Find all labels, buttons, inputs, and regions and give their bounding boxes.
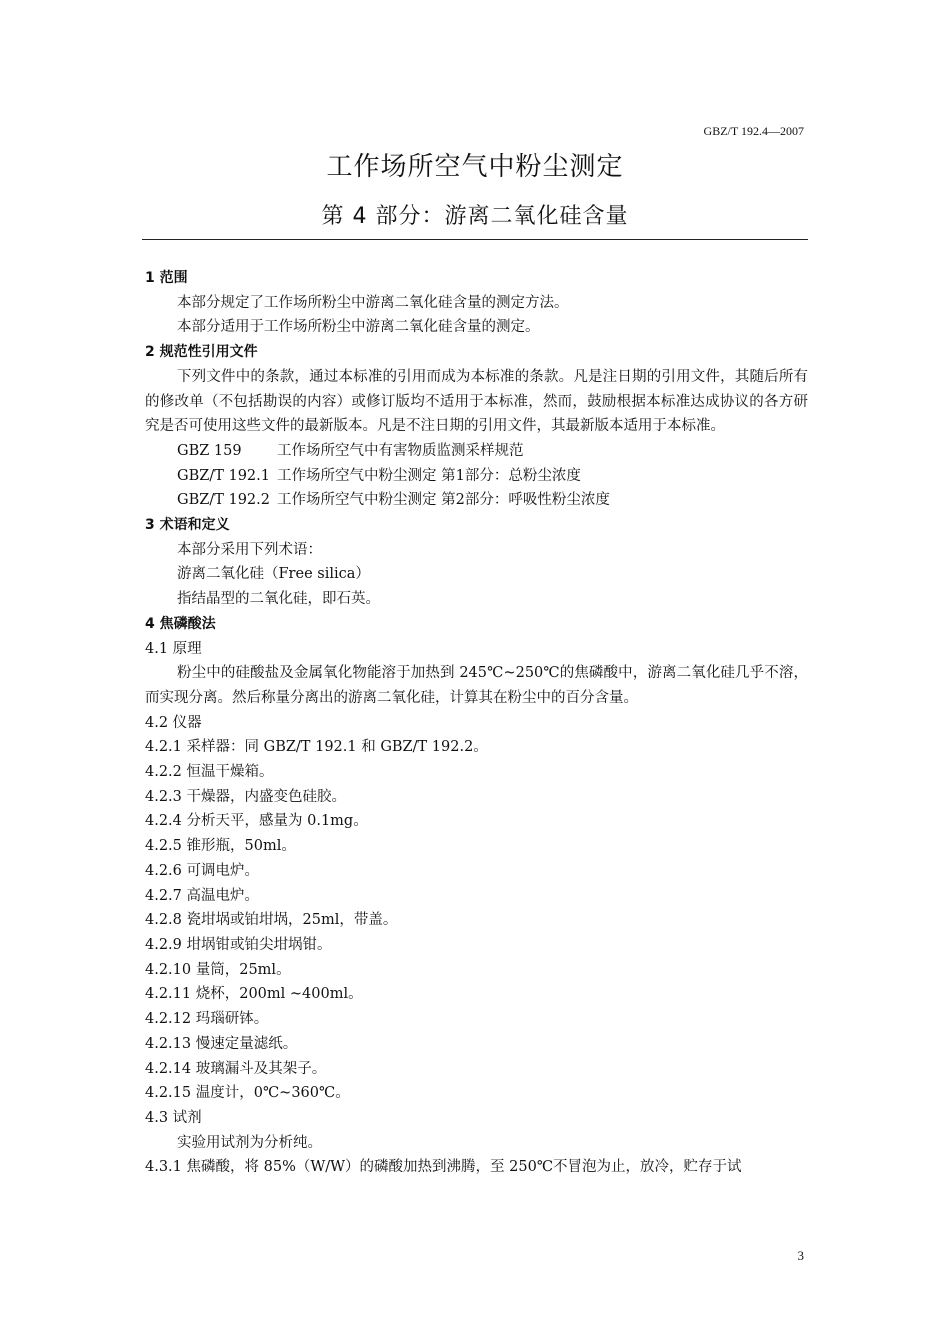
paragraph: 本部分规定了工作场所粉尘中游离二氧化硅含量的测定方法。: [177, 294, 569, 311]
instrument-item: 4.2.10 量筒，25ml。: [145, 961, 291, 978]
section-heading-terms: 3 术语和定义: [145, 517, 230, 534]
document-title: 工作场所空气中粉尘测定: [326, 152, 624, 182]
paragraph: 下列文件中的条款，通过本标准的引用而成为本标准的条款。凡是注日期的引用文件，其随后所有的修改单（不包括勘误的内容）或修订版均不适用于本标准，然而，鼓励根据本标准达成协议的各方研究是否可使用这些文件的最新版本。凡是不注日期的引用文件，其最新版本适用于本标准。: [145, 368, 808, 435]
document-subtitle: 第 4 部分：游离二氧化硅含量: [321, 204, 629, 229]
paragraph: 本部分适用于工作场所粉尘中游离二氧化硅含量的测定。: [177, 319, 540, 336]
section-heading-scope: 1 范围: [145, 270, 188, 286]
instrument-item: 4.2.4 分析天平，感量为 0.1mg。: [145, 813, 368, 830]
reference-code: GBZ/T 192.1: [177, 467, 270, 484]
reference-item: [145, 488, 808, 513]
reference-title: 工作场所空气中有害物质监测采样规范: [277, 442, 524, 459]
instrument-item: 4.2.14 玻璃漏斗及其架子。: [145, 1060, 327, 1077]
instrument-item: 4.2.12 玛瑙研钵。: [145, 1011, 269, 1028]
instrument-item: 4.2.2 恒温干燥箱。: [145, 764, 274, 781]
reagent-item: 4.3.1 焦磷酸，将 85%（W/W）的磷酸加热到沸腾，至 250℃不冒泡为止，放冷，贮存于试: [145, 1159, 742, 1176]
reference-code: GBZ 159: [177, 442, 242, 459]
instrument-item: 4.2.11 烧杯，200ml ~400ml。: [145, 986, 363, 1003]
paragraph: 本部分采用下列术语：: [177, 541, 322, 558]
instrument-item: 4.2.3 干燥器，内盛变色硅胶。: [145, 788, 347, 805]
reference-code: GBZ/T 192.2: [177, 492, 270, 509]
instrument-item: 4.2.9 坩埚钳或铂尖坩埚钳。: [145, 936, 332, 953]
document-body: [145, 266, 808, 1180]
instrument-item: 4.2.8 瓷坩埚或铂坩埚，25ml，带盖。: [145, 912, 398, 929]
page-number: 3: [797, 1248, 804, 1263]
standard-code: GBZ/T 192.4—2007: [703, 124, 804, 138]
instrument-item: 4.2.7 高温电炉。: [145, 887, 260, 904]
reference-item: [145, 464, 808, 489]
section-heading-method: 4 焦磷酸法: [145, 615, 216, 632]
instrument-item: 4.2.6 可调电炉。: [145, 862, 260, 879]
instrument-item: 4.2.1 采样器：同 GBZ/T 192.1 和 GBZ/T 192.2。: [145, 739, 488, 756]
instrument-item: 4.2.5 锥形瓶，50ml。: [145, 838, 296, 855]
subsection-heading-reagents: 4.3 试剂: [145, 1109, 202, 1126]
subsection-heading-instruments: 4.2 仪器: [145, 714, 202, 731]
instrument-item: 4.2.15 温度计，0℃~360℃。: [145, 1085, 350, 1102]
header-divider: [142, 239, 808, 240]
reference-item: [145, 439, 808, 464]
paragraph: 粉尘中的硅酸盐及金属氧化物能溶于加热到 245℃~250℃的焦磷酸中，游离二氧化硅几乎不溶，而实现分离。然后称量分离出的游离二氧化硅，计算其在粉尘中的百分含量。: [145, 665, 808, 706]
instrument-item: 4.2.13 慢速定量滤纸。: [145, 1035, 298, 1052]
reference-title: 工作场所空气中粉尘测定 第1部分：总粉尘浓度: [277, 467, 581, 484]
term: 游离二氧化硅（Free silica）: [177, 566, 370, 583]
section-heading-references: 2 规范性引用文件: [145, 344, 258, 361]
term-definition: 指结晶型的二氧化硅，即石英。: [177, 591, 380, 608]
reference-title: 工作场所空气中粉尘测定 第2部分：呼吸性粉尘浓度: [277, 492, 610, 509]
paragraph: 实验用试剂为分析纯。: [177, 1134, 322, 1151]
subsection-heading-principle: 4.1 原理: [145, 640, 202, 657]
